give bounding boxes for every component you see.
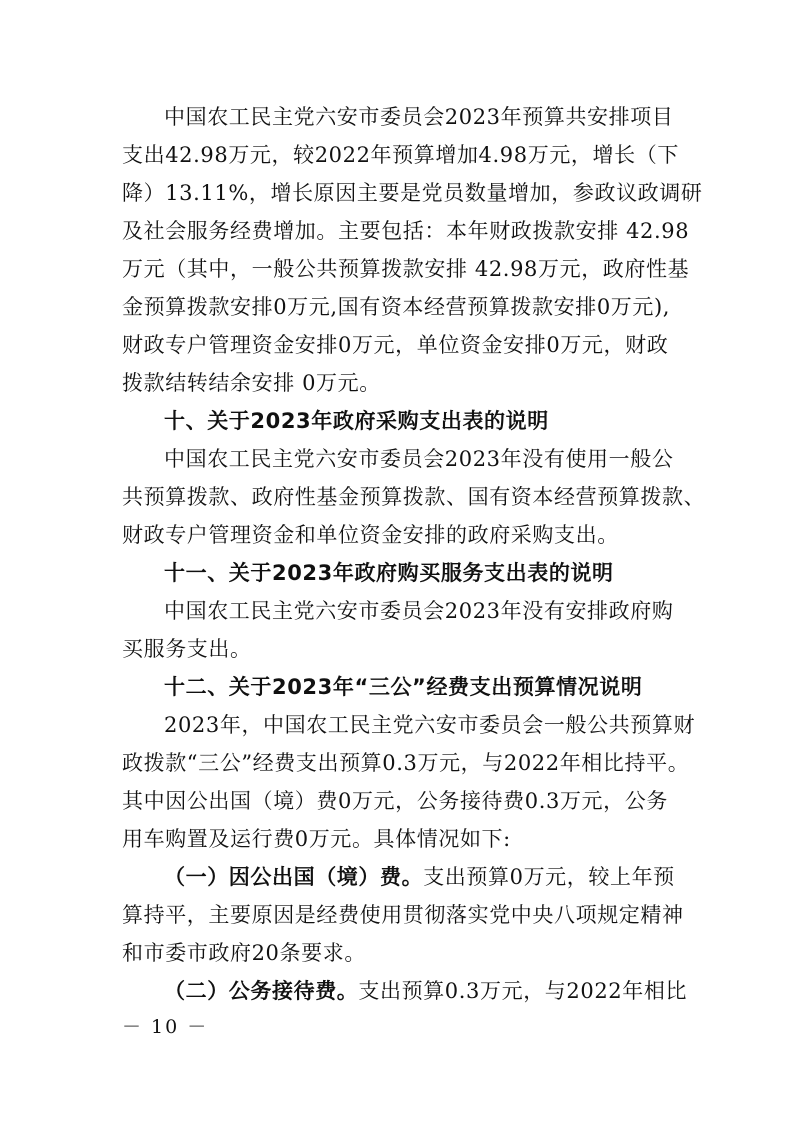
paragraph-line: 中国农工民主党六安市委员会2023年没有安排政府购 xyxy=(164,599,674,623)
paragraph-line: 万元（其中，一般公共预算拨款安排 42.98万元，政府性基 xyxy=(122,257,690,281)
paragraph-line: 中国农工民主党六安市委员会2023年没有使用一般公 xyxy=(164,447,674,471)
paragraph-line: 财政专户管理资金安排0万元，单位资金安排0万元，财政 xyxy=(122,333,669,357)
paragraph-line: 及社会服务经费增加。主要包括：本年财政拨款安排 42.98 xyxy=(122,219,690,243)
paragraph-line: 2023年，中国农工民主党六安市委员会一般公共预算财 xyxy=(164,713,696,737)
paragraph-line: 中国农工民主党六安市委员会2023年预算共安排项目 xyxy=(164,105,674,129)
paragraph-line: 拨款结转结余安排 0万元。 xyxy=(122,371,381,395)
paragraph-line: 买服务支出。 xyxy=(122,637,252,661)
paragraph-line: 其中因公出国（境）费0万元，公务接待费0.3万元，公务 xyxy=(122,789,668,813)
paragraph-line: 算持平，主要原因是经费使用贯彻落实党中央八项规定精神 xyxy=(122,903,684,927)
body-text xyxy=(122,98,706,1010)
paragraph-line: 和市委市政府20条要求。 xyxy=(122,941,366,965)
paragraph-line: 用车购置及运行费0万元。具体情况如下: xyxy=(122,827,511,851)
section-heading-11: 十一、关于2023年政府购买服务支出表的说明 xyxy=(164,561,614,585)
paragraph-line: 财政专户管理资金和单位资金安排的政府采购支出。 xyxy=(122,523,619,547)
paragraph-text: 支出预算0.3万元，与2022年相比 xyxy=(358,979,688,1003)
section-heading-12: 十二、关于2023年“三公”经费支出预算情况说明 xyxy=(164,675,643,699)
subsection-title-travel: （一）因公出国（境）费。 xyxy=(164,865,424,889)
paragraph-line: 支出42.98万元，较2022年预算增加4.98万元，增长（下 xyxy=(122,143,679,167)
paragraph-line: 降）13.11%，增长原因主要是党员数量增加，参政议政调研 xyxy=(122,181,703,205)
section-heading-10: 十、关于2023年政府采购支出表的说明 xyxy=(164,409,549,433)
paragraph-line: 共预算拨款、政府性基金预算拨款、国有资本经营预算拨款、 xyxy=(122,485,706,509)
subsection-title-reception: （二）公务接待费。 xyxy=(164,979,359,1003)
paragraph-text: 支出预算0万元，较上年预 xyxy=(423,865,675,889)
paragraph-line xyxy=(122,858,682,896)
paragraph-line xyxy=(122,972,688,1010)
paragraph-line: 金预算拨款安排0万元,国有资本经营预算拨款安排0万元), xyxy=(122,295,671,319)
paragraph-line: 政拨款“三公”经费支出预算0.3万元，与2022年相比持平。 xyxy=(122,751,690,775)
page-number: － 10 － xyxy=(122,1016,209,1038)
